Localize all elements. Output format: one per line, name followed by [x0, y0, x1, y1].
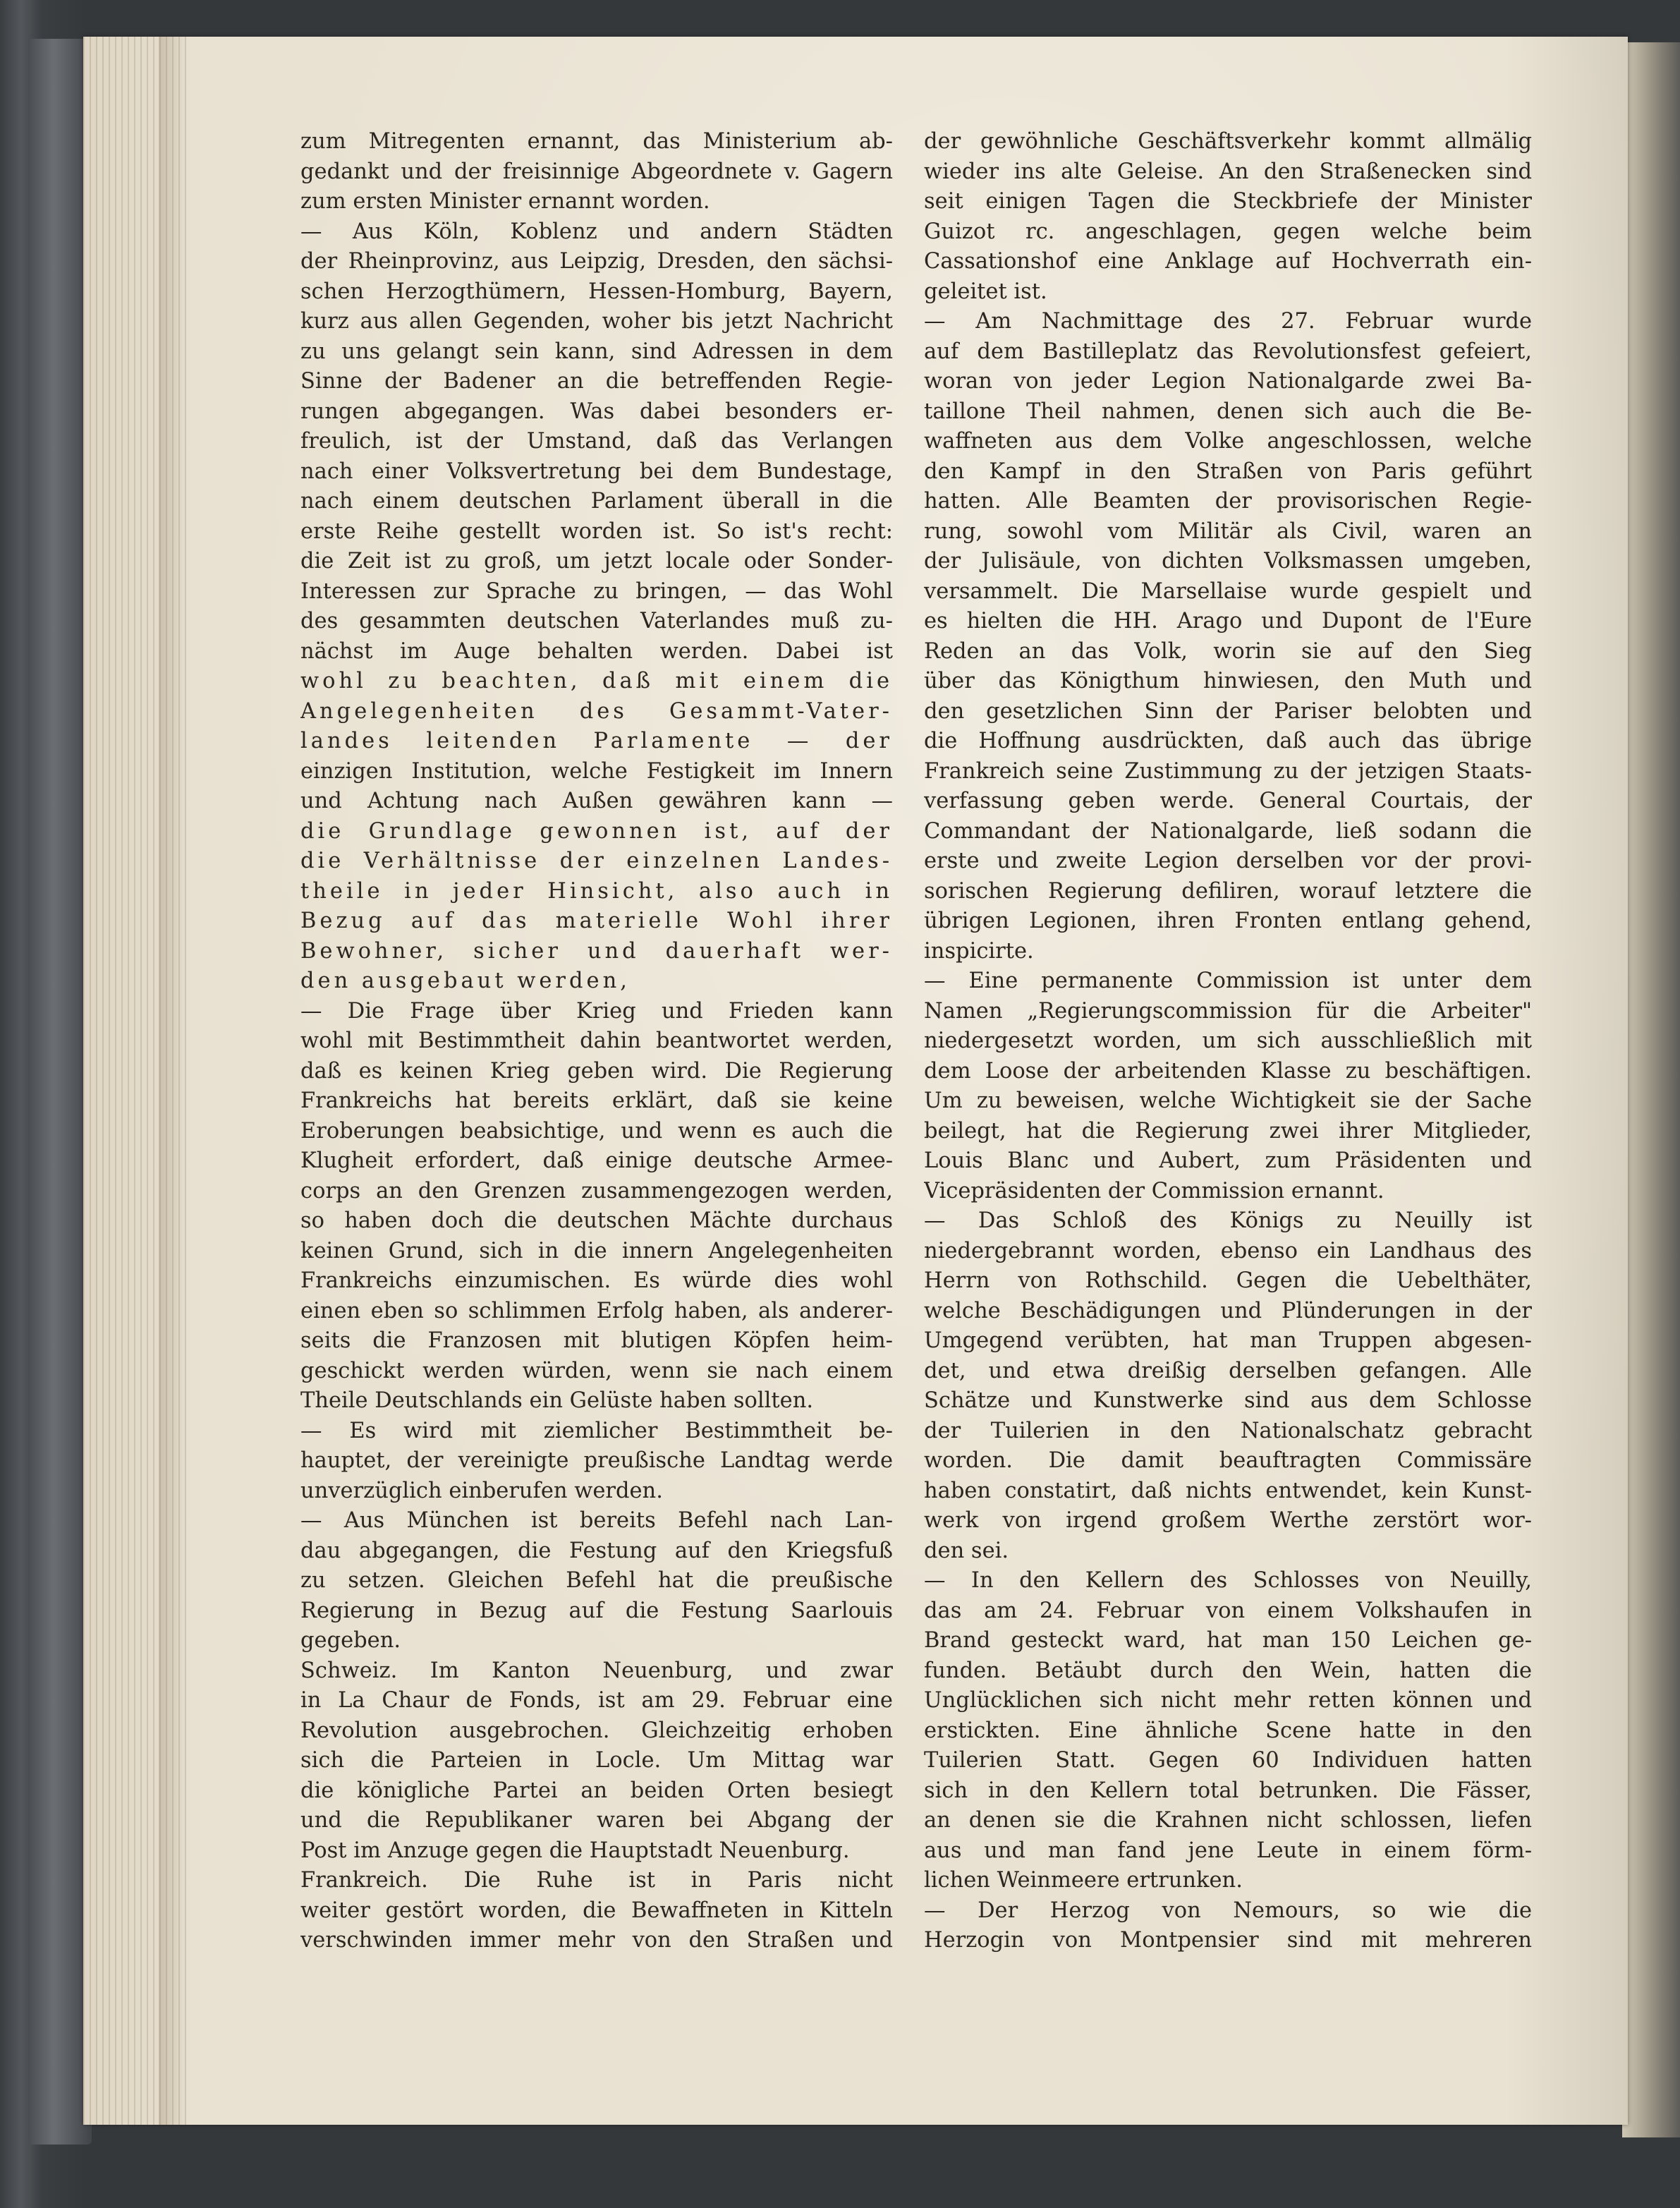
text-line: Frankreich. Die Ruhe ist in Paris nicht — [300, 1868, 893, 1893]
text-line: den gesetzlichen Sinn der Pariser belobten und — [924, 698, 1532, 724]
text-line: nach einem deutschen Parlament überall in die — [300, 489, 893, 514]
text-line: — Die Frage über Krieg und Frieden kann — [300, 998, 893, 1024]
text-line: der Julisäule, von dichten Volksmassen umgeben, — [924, 549, 1532, 574]
text-line: rungen abgegangen. Was dabei besonders er- — [300, 399, 893, 424]
text-line: haben constatirt, daß nichts entwendet, kein Kunst- — [924, 1478, 1532, 1503]
text-line: in La Chaur de Fonds, ist am 29. Februar eine — [300, 1688, 893, 1713]
text-line: Bewohner, sicher und dauerhaft wer- — [300, 938, 893, 964]
text-line: geleitet ist. — [924, 279, 1047, 304]
text-line: Revolution ausgebrochen. Gleichzeitig erhoben — [300, 1718, 893, 1743]
text-line: woran von jeder Legion Nationalgarde zwei Ba- — [924, 369, 1532, 394]
text-line: Cassationshof eine Anklage auf Hochverrath ein- — [924, 249, 1532, 274]
text-line: Frankreich seine Zustimmung zu der jetzigen Staats- — [924, 758, 1532, 784]
text-line: des gesammten deutschen Vaterlandes muß zu- — [300, 609, 893, 633]
text-line: die Verhältnisse der einzelnen Landes- — [300, 849, 893, 873]
text-line: Louis Blanc und Aubert, zum Präsidenten und — [924, 1148, 1532, 1173]
text-line: an denen sie die Krahnen nicht schlossen, liefen — [924, 1808, 1532, 1833]
text-line: Theile Deutschlands ein Gelüste haben sollten. — [300, 1388, 814, 1413]
text-line: Guizot rc. angeschlagen, gegen welche beim — [924, 219, 1532, 244]
text-line: — Das Schloß des Königs zu Neuilly ist — [924, 1208, 1532, 1233]
text-line: Regierung in Bezug auf die Festung Saarlouis — [300, 1598, 893, 1623]
text-line: erste Reihe gestellt worden ist. So ist's recht: — [300, 518, 893, 544]
text-line: zum Mitregenten ernannt, das Ministerium ab- — [300, 129, 893, 154]
text-line: Vicepräsidenten der Commission ernannt. — [924, 1178, 1384, 1203]
text-line: der Rheinprovinz, aus Leipzig, Dresden, den sächsi- — [300, 249, 893, 274]
text-line: lichen Weinmeere ertrunken. — [924, 1868, 1243, 1893]
text-line: — Aus München ist bereits Befehl nach Lan- — [300, 1508, 893, 1533]
text-line: beilegt, hat die Regierung zwei ihrer Mitglieder, — [924, 1118, 1532, 1144]
text-line: waffneten aus dem Volke angeschlossen, welche — [924, 429, 1532, 454]
text-line: funden. Betäubt durch den Wein, hatten die — [924, 1658, 1532, 1683]
text-line: unverzüglich einberufen werden. — [300, 1478, 663, 1503]
text-line: so haben doch die deutschen Mächte durchaus — [300, 1208, 893, 1233]
text-line: — Aus Köln, Koblenz und andern Städten — [300, 219, 893, 244]
text-line: nach einer Volksvertretung bei dem Bundestage, — [300, 459, 893, 484]
text-line: Herrn von Rothschild. Gegen die Uebelthäter, — [924, 1268, 1532, 1293]
text-line: gedankt und der freisinnige Abgeordnete v. Gagern — [300, 159, 893, 184]
text-line: daß es keinen Krieg geben wird. Die Regierung — [300, 1058, 893, 1084]
text-line: den Kampf in den Straßen von Paris geführt — [924, 459, 1532, 484]
text-line: — Am Nachmittage des 27. Februar wurde — [924, 309, 1532, 334]
text-line: die Zeit ist zu groß, um jetzt locale oder Sonder- — [300, 549, 893, 574]
text-line: aus und man fand jene Leute in einem förm- — [924, 1838, 1532, 1863]
text-line: sich in den Kellern total betrunken. Die Fässer, — [924, 1778, 1532, 1803]
text-line: dau abgegangen, die Festung auf den Kriegsfuß — [300, 1538, 893, 1563]
text-line: theile in jeder Hinsicht, also auch in — [300, 878, 893, 904]
text-line: die Grundlage gewonnen ist, auf der — [300, 818, 893, 844]
text-line: weiter gestört worden, die Bewaffneten in Kitteln — [300, 1898, 893, 1923]
text-line: worden. Die damit beauftragten Commissäre — [924, 1448, 1532, 1473]
text-line: seits die Franzosen mit blutigen Köpfen heim- — [300, 1328, 893, 1353]
text-line: schen Herzogthümern, Hessen-Homburg, Bayern, — [300, 279, 893, 304]
text-line: Commandant der Nationalgarde, ließ sodann die — [924, 818, 1532, 844]
text-line: der gewöhnliche Geschäftsverkehr kommt allmälig — [924, 129, 1532, 154]
text-line: kurz aus allen Gegenden, woher bis jetzt Nachricht — [300, 309, 893, 334]
text-line: zum ersten Minister ernannt worden. — [300, 189, 710, 214]
text-line: freulich, ist der Umstand, daß das Verlangen — [300, 429, 893, 454]
text-line: Frankreichs hat bereits erklärt, daß sie keine — [300, 1088, 893, 1113]
text-line: welche Beschädigungen und Plünderungen in der — [924, 1298, 1532, 1323]
text-line: sich die Parteien in Locle. Um Mittag war — [300, 1748, 893, 1773]
text-line: taillone Theil nahmen, denen sich auch die Be- — [924, 399, 1532, 424]
text-line: sorischen Regierung defiliren, worauf letztere die — [924, 878, 1532, 904]
text-line: hauptet, der vereinigte preußische Landtag werde — [300, 1448, 893, 1473]
text-line: geschickt werden würden, wenn sie nach einem — [300, 1358, 893, 1383]
text-line: niedergebrannt worden, ebenso ein Landhaus des — [924, 1238, 1532, 1263]
text-line: Brand gesteckt ward, hat man 150 Leichen ge- — [924, 1628, 1532, 1653]
text-line: auf dem Bastilleplatz das Revolutionsfest gefeiert, — [924, 339, 1532, 364]
text-line: det, und etwa dreißig derselben gefangen. Alle — [924, 1358, 1532, 1383]
text-line: Um zu beweisen, welche Wichtigkeit sie der Sache — [924, 1088, 1532, 1113]
text-line: verschwinden immer mehr von den Straßen und — [300, 1928, 893, 1953]
text-line: Post im Anzuge gegen die Hauptstadt Neuenburg. — [300, 1838, 850, 1863]
text-line: werk von irgend großem Werthe zerstört wor- — [924, 1508, 1532, 1533]
text-line: Schätze und Kunstwerke sind aus dem Schlosse — [924, 1388, 1532, 1413]
text-line: — In den Kellern des Schlosses von Neuilly, — [924, 1568, 1532, 1593]
text-column-left — [300, 127, 893, 1956]
text-line: erste und zweite Legion derselben vor der provi- — [924, 849, 1532, 873]
gutter-shadow — [159, 37, 187, 2125]
text-line: das am 24. Februar von einem Volkshaufen in — [924, 1598, 1532, 1623]
text-line: es hielten die HH. Arago und Dupont de l'Eure — [924, 609, 1532, 633]
text-line: Reden an das Volk, worin sie auf den Sieg — [924, 638, 1532, 664]
text-line: Angelegenheiten des Gesammt-Vater- — [300, 698, 893, 724]
text-line: wieder ins alte Geleise. An den Straßenecken sind — [924, 159, 1532, 184]
text-line: einzigen Institution, welche Festigkeit im Innern — [300, 758, 893, 784]
text-line: — Eine permanente Commission ist unter dem — [924, 969, 1532, 993]
text-line: und die Republikaner waren bei Abgang der — [300, 1808, 893, 1833]
text-line: Unglücklichen sich nicht mehr retten können und — [924, 1688, 1532, 1713]
text-column-right — [924, 127, 1532, 1956]
text-line: der Tuilerien in den Nationalschatz gebracht — [924, 1418, 1532, 1443]
text-line: Eroberungen beabsichtige, und wenn es auch die — [300, 1118, 893, 1144]
text-line: Interessen zur Sprache zu bringen, — das Wohl — [300, 578, 893, 604]
text-line: hatten. Alle Beamten der provisorischen Regie- — [924, 489, 1532, 514]
text-line: den ausgebaut werden, — [300, 969, 631, 993]
text-line: Schweiz. Im Kanton Neuenburg, und zwar — [300, 1658, 893, 1683]
text-line: — Der Herzog von Nemours, so wie die — [924, 1898, 1532, 1923]
text-line: nächst im Auge behalten werden. Dabei ist — [300, 638, 893, 664]
text-line: die königliche Partei an beiden Orten besiegt — [300, 1778, 893, 1803]
text-line: seit einigen Tagen die Steckbriefe der Minister — [924, 189, 1532, 214]
text-line: erstickten. Eine ähnliche Scene hatte in den — [924, 1718, 1532, 1743]
text-line: rung, sowohl vom Militär als Civil, waren an — [924, 518, 1532, 544]
text-line: niedergesetzt worden, um sich ausschließlich mit — [924, 1029, 1532, 1053]
text-line: — Es wird mit ziemlicher Bestimmtheit be- — [300, 1418, 893, 1443]
text-line: wohl zu beachten, daß mit einem die — [300, 669, 893, 693]
text-line: und Achtung nach Außen gewähren kann — — [300, 789, 893, 813]
text-line: die Hoffnung ausdrückten, daß auch das übrige — [924, 729, 1532, 753]
text-line: Herzogin von Montpensier sind mit mehreren — [924, 1928, 1532, 1953]
text-line: Bezug auf das materielle Wohl ihrer — [300, 909, 893, 933]
text-line: gegeben. — [300, 1628, 401, 1653]
page-stack-edge — [1622, 42, 1680, 2137]
text-line: zu setzen. Gleichen Befehl hat die preußische — [300, 1568, 893, 1593]
text-line: wohl mit Bestimmtheit dahin beantwortet werden, — [300, 1029, 893, 1053]
text-line: über das Königthum hinwiesen, den Muth und — [924, 669, 1532, 693]
text-line: keinen Grund, sich in die innern Angelegenheiten — [300, 1238, 893, 1263]
text-line: landes leitenden Parlamente — der — [300, 729, 893, 753]
text-line: einen eben so schlimmen Erfolg haben, als anderer- — [300, 1298, 893, 1323]
text-line: zu uns gelangt sein kann, sind Adressen in dem — [300, 339, 893, 364]
text-line: Sinne der Badener an die betreffenden Regie- — [300, 369, 893, 394]
book-cover-edge — [28, 39, 92, 2145]
text-line: corps an den Grenzen zusammengezogen werden, — [300, 1178, 893, 1203]
text-line: dem Loose der arbeitenden Klasse zu beschäftigen. — [924, 1058, 1532, 1084]
text-line: verfassung geben werde. General Courtais, der — [924, 789, 1532, 813]
text-line: Klugheit erfordert, daß einige deutsche Armee- — [300, 1148, 893, 1173]
text-line: Umgegend verübten, hat man Truppen abgesen- — [924, 1328, 1532, 1353]
text-line: übrigen Legionen, ihren Fronten entlang gehend, — [924, 909, 1532, 933]
text-line: Namen „Regierungscommission für die Arbeiter" — [924, 998, 1532, 1024]
text-line: versammelt. Die Marsellaise wurde gespielt und — [924, 578, 1532, 604]
text-line: Frankreichs einzumischen. Es würde dies wohl — [300, 1268, 893, 1293]
text-line: den sei. — [924, 1538, 1009, 1563]
text-line: Tuilerien Statt. Gegen 60 Individuen hatten — [924, 1748, 1532, 1773]
text-line: inspicirte. — [924, 938, 1034, 964]
